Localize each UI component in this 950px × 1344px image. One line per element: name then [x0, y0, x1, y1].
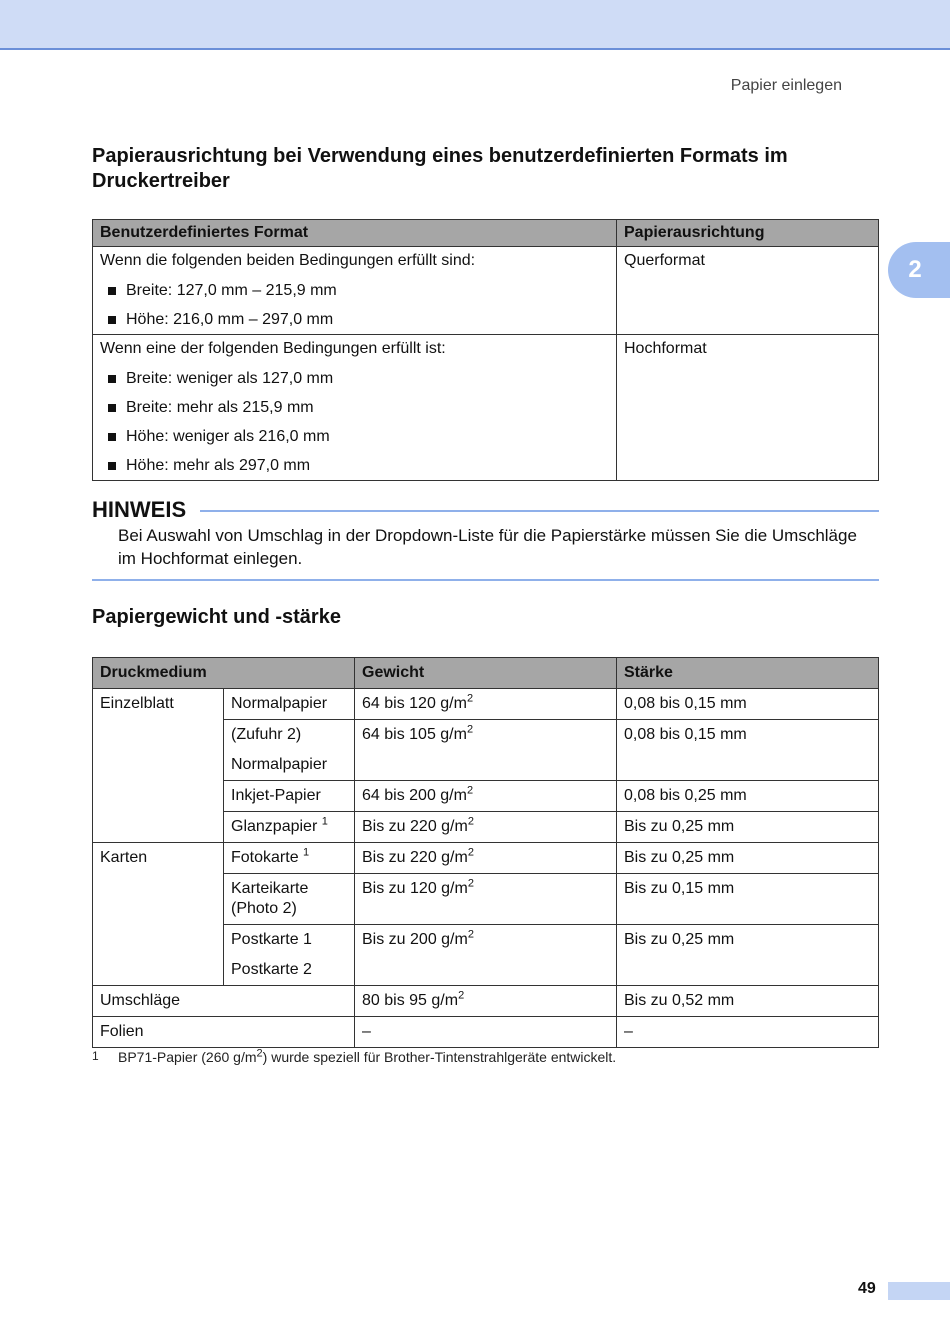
square-bullet-icon [108, 316, 116, 324]
weight-value: 80 bis 95 g/m [362, 992, 459, 1009]
list-item-text: Höhe: mehr als 297,0 mm [126, 457, 311, 474]
media-type-text: Glanzpapier [231, 818, 322, 835]
weight-value: 64 bis 120 g/m [362, 695, 467, 712]
media-type-text: Fotokarte [231, 849, 304, 866]
thickness-cell: Bis zu 0,25 mm [617, 925, 879, 986]
table-row [93, 247, 879, 335]
square-bullet-icon [108, 375, 116, 383]
footnote-ref: 1 [303, 846, 310, 859]
media-group-cell: Einzelblatt [93, 689, 224, 843]
note-title: HINWEIS [92, 497, 187, 522]
list-item [108, 456, 609, 476]
media-type-cell: Normalpapier [224, 689, 355, 720]
media-type-cell [224, 925, 355, 986]
superscript: 2 [466, 692, 474, 705]
weight-cell [355, 781, 617, 812]
column-header: Stärke [617, 658, 879, 689]
chapter-tab: 2 [888, 242, 950, 298]
superscript: 2 [466, 784, 474, 797]
superscript: 2 [467, 815, 474, 828]
media-type-cell [224, 812, 355, 843]
list-item [108, 310, 609, 330]
note-divider-top [200, 510, 879, 512]
list-item-text: Höhe: 216,0 mm – 297,0 mm [126, 311, 334, 328]
running-head: Papier einlegen [730, 77, 842, 94]
condition-cell [93, 335, 617, 481]
page-number: 49 [858, 1280, 876, 1297]
square-bullet-icon [108, 462, 116, 470]
thickness-cell: Bis zu 0,52 mm [617, 986, 879, 1017]
list-item [108, 398, 609, 418]
list-item-text: Breite: mehr als 215,9 mm [126, 399, 314, 416]
column-header: Druckmedium [93, 658, 355, 689]
column-header: Gewicht [355, 658, 617, 689]
thickness-cell: 0,08 bis 0,15 mm [617, 720, 879, 781]
superscript: 2 [467, 877, 474, 890]
thickness-cell: – [617, 1017, 879, 1048]
table-header-row [93, 220, 879, 247]
thickness-cell: 0,08 bis 0,25 mm [617, 781, 879, 812]
media-type-line: Postkarte 2 [231, 961, 312, 978]
weight-cell [355, 843, 617, 874]
media-type-line: Postkarte 1 [231, 931, 312, 948]
media-group-cell: Umschläge [93, 986, 355, 1017]
footnote-number: 1 [92, 1049, 99, 1063]
weight-value: 64 bis 105 g/m [362, 726, 467, 743]
footnote-ref: 1 [321, 815, 328, 828]
paper-weight-table [92, 657, 879, 1048]
note-text: Bei Auswahl von Umschlag in der Dropdown-Liste für die Papierstärke müssen Sie die Umschläge im Hochformat einlegen. [118, 526, 857, 568]
list-item [108, 369, 609, 389]
weight-cell [355, 812, 617, 843]
media-type-line: (Photo 2) [231, 900, 297, 917]
media-type-cell [224, 843, 355, 874]
table-row [93, 843, 879, 874]
orientation-cell: Hochformat [617, 335, 879, 481]
weight-cell: – [355, 1017, 617, 1048]
list-item [108, 281, 609, 301]
thickness-cell: Bis zu 0,15 mm [617, 874, 879, 925]
superscript: 2 [467, 846, 474, 859]
weight-value: Bis zu 120 g/m [362, 880, 468, 897]
superscript: 2 [466, 723, 474, 736]
note-divider-bottom [92, 579, 879, 581]
media-type-line: (Zufuhr 2) [231, 726, 302, 743]
superscript: 2 [256, 1047, 263, 1060]
list-item-text: Höhe: weniger als 216,0 mm [126, 428, 330, 445]
square-bullet-icon [108, 404, 116, 412]
section-heading-weight: Papiergewicht und -stärke [92, 606, 341, 628]
weight-cell [355, 689, 617, 720]
superscript: 2 [458, 989, 465, 1002]
thickness-cell: Bis zu 0,25 mm [617, 812, 879, 843]
table-row [93, 1017, 879, 1048]
media-group-cell: Karten [93, 843, 224, 986]
list-item-text: Breite: weniger als 127,0 mm [126, 370, 334, 387]
condition-intro: Wenn die folgenden beiden Bedingungen erfüllt sind: [100, 252, 476, 269]
weight-value: Bis zu 220 g/m [362, 849, 468, 866]
footnote-text-start: BP71-Papier (260 g/m [118, 1049, 257, 1065]
weight-cell [355, 720, 617, 781]
weight-cell [355, 986, 617, 1017]
page-number-band [888, 1282, 950, 1300]
condition-cell [93, 247, 617, 335]
condition-intro: Wenn eine der folgenden Bedingungen erfüllt ist: [100, 340, 446, 357]
weight-value: Bis zu 220 g/m [362, 818, 468, 835]
weight-cell [355, 874, 617, 925]
weight-cell [355, 925, 617, 986]
weight-value: 64 bis 200 g/m [362, 787, 467, 804]
media-type-line: Karteikarte [231, 880, 309, 897]
media-type-cell [224, 874, 355, 925]
media-group-cell: Folien [93, 1017, 355, 1048]
weight-value: Bis zu 200 g/m [362, 931, 468, 948]
section-heading-orientation: Papierausrichtung bei Verwendung eines benutzerdefinierten Formats im Druckertreiber [92, 145, 788, 192]
thickness-cell: Bis zu 0,25 mm [617, 843, 879, 874]
table-header-row [93, 658, 879, 689]
footnote-text [118, 1049, 616, 1065]
media-type-line: Normalpapier [231, 756, 328, 773]
column-header: Benutzerdefiniertes Format [93, 220, 617, 247]
thickness-cell: 0,08 bis 0,15 mm [617, 689, 879, 720]
table-row [93, 335, 879, 481]
media-type-cell [224, 720, 355, 781]
orientation-cell: Querformat [617, 247, 879, 335]
column-header: Papierausrichtung [617, 220, 879, 247]
square-bullet-icon [108, 433, 116, 441]
orientation-table [92, 219, 879, 481]
list-item [108, 427, 609, 447]
media-type-cell: Inkjet-Papier [224, 781, 355, 812]
table-row [93, 986, 879, 1017]
header-band [0, 0, 950, 50]
footnote-text-end: ) wurde speziell für Brother-Tintenstrahlgeräte entwickelt. [262, 1049, 617, 1065]
list-item-text: Breite: 127,0 mm – 215,9 mm [126, 282, 337, 299]
superscript: 2 [467, 928, 474, 941]
table-row [93, 689, 879, 720]
square-bullet-icon [108, 287, 116, 295]
